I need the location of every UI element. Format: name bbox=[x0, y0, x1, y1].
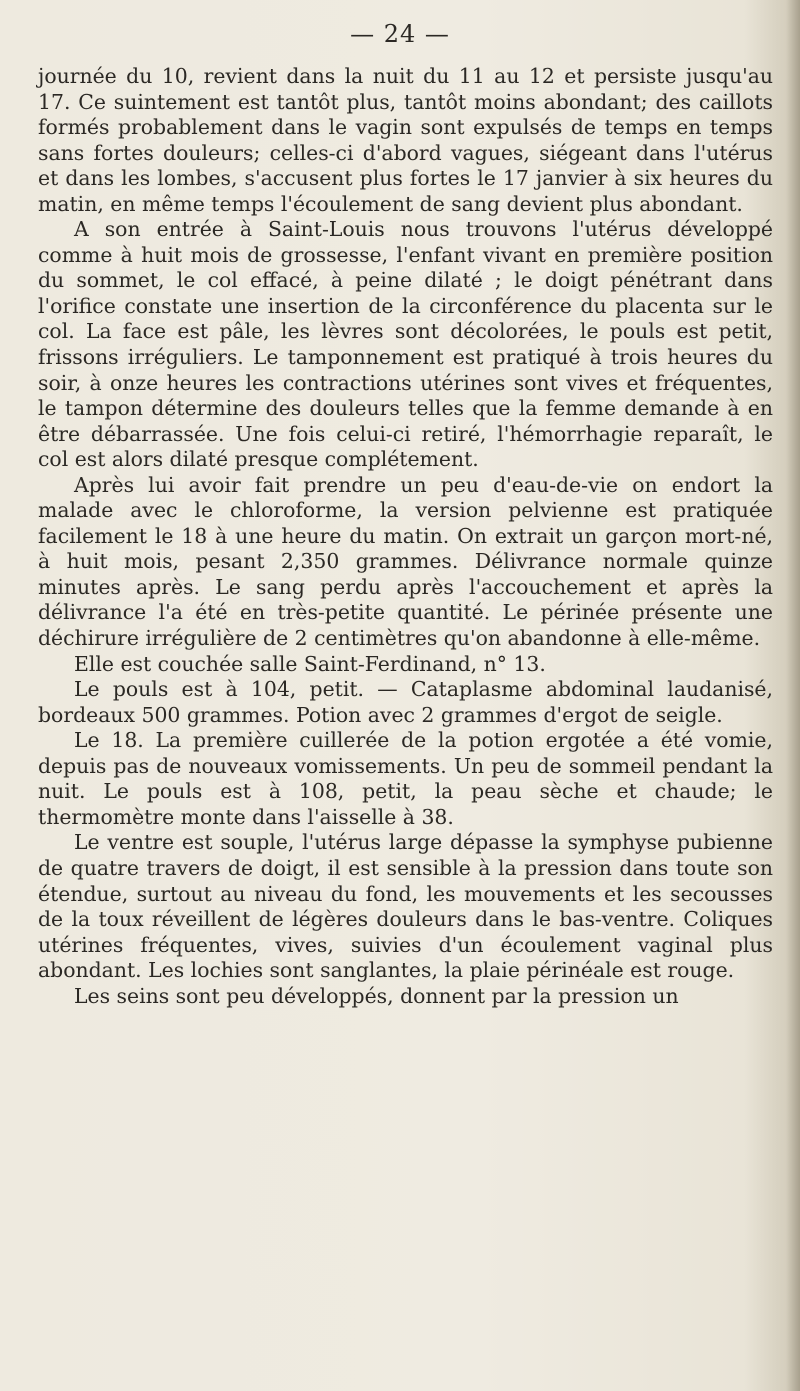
page-number: — 24 — bbox=[350, 20, 450, 48]
page-edge-shadow bbox=[786, 0, 800, 1391]
paragraph-7: Le ventre est souple, l'utérus large dépasse la symphyse pubienne de quatre travers de doigt, il est sensible à la pression dans toute son étendue, surtout au niveau du fond, les mouvements et les secousses de la toux réveillent de légères douleurs dans le bas-ventre. Coliques utérines fréquentes, vives, suivies d'un écoulement vaginal plus abondant. Les lochies sont sanglantes, la plaie périnéale est rouge. bbox=[38, 830, 773, 983]
paragraph-8: Les seins sont peu développés, donnent par la pression un bbox=[74, 983, 679, 1008]
body-text bbox=[38, 64, 773, 1009]
paragraph-6: Le 18. La première cuillerée de la potion ergotée a été vomie, depuis pas de nouveaux vomissements. Un peu de sommeil pendant la nuit. Le pouls est à 108, petit, la peau sèche et chaude; le thermomètre monte dans l'aisselle à 38. bbox=[38, 728, 773, 829]
paragraph-5: Le pouls est à 104, petit. — Cataplasme abdominal laudanisé, bordeaux 500 grammes. Potion avec 2 grammes d'ergot de seigle. bbox=[38, 677, 773, 727]
paragraph-4: Elle est couchée salle Saint-Ferdinand, n° 13. bbox=[74, 651, 546, 676]
paragraph-3: Après lui avoir fait prendre un peu d'eau-de-vie on endort la malade avec le chloroforme, la version pelvienne est pratiquée facilement le 18 à une heure du matin. On extrait un garçon mort-né, à huit mois, pesant 2,350 grammes. Délivrance normale quinze minutes après. Le sang perdu après l'accouchement et après la délivrance l'a été en très-petite quantité. Le périnée présente une déchirure irrégulière de 2 centimètres qu'on abandonne à elle-même. bbox=[38, 472, 773, 651]
paragraph-1: journée du 10, revient dans la nuit du 11 au 12 et persiste jusqu'au 17. Ce suintement est tantôt plus, tantôt moins abondant; des caillots formés probablement dans le vagin sont expulsés de temps en temps sans fortes douleurs; celles-ci d'abord vagues, siégeant dans l'utérus et dans les lombes, s'accusent plus fortes le 17 janvier à six heures du matin, en même temps l'écoulement de sang devient plus abondant. bbox=[38, 64, 773, 216]
paragraph-2: A son entrée à Saint-Louis nous trouvons l'utérus développé comme à huit mois de grossesse, l'enfant vivant en première position du sommet, le col effacé, à peine dilaté ; le doigt pénétrant dans l'orifice constate une insertion de la circonférence du placenta sur le col. La face est pâle, les lèvres sont décolorées, le pouls est petit, frissons irréguliers. Le tamponnement est pratiqué à trois heures du soir, à onze heures les contractions utérines sont vives et fréquentes, le tampon détermine des douleurs telles que la femme demande à en être débarrassée. Une fois celui-ci retiré, l'hémorrhagie reparaît, le col est alors dilaté presque complétement. bbox=[38, 217, 773, 472]
